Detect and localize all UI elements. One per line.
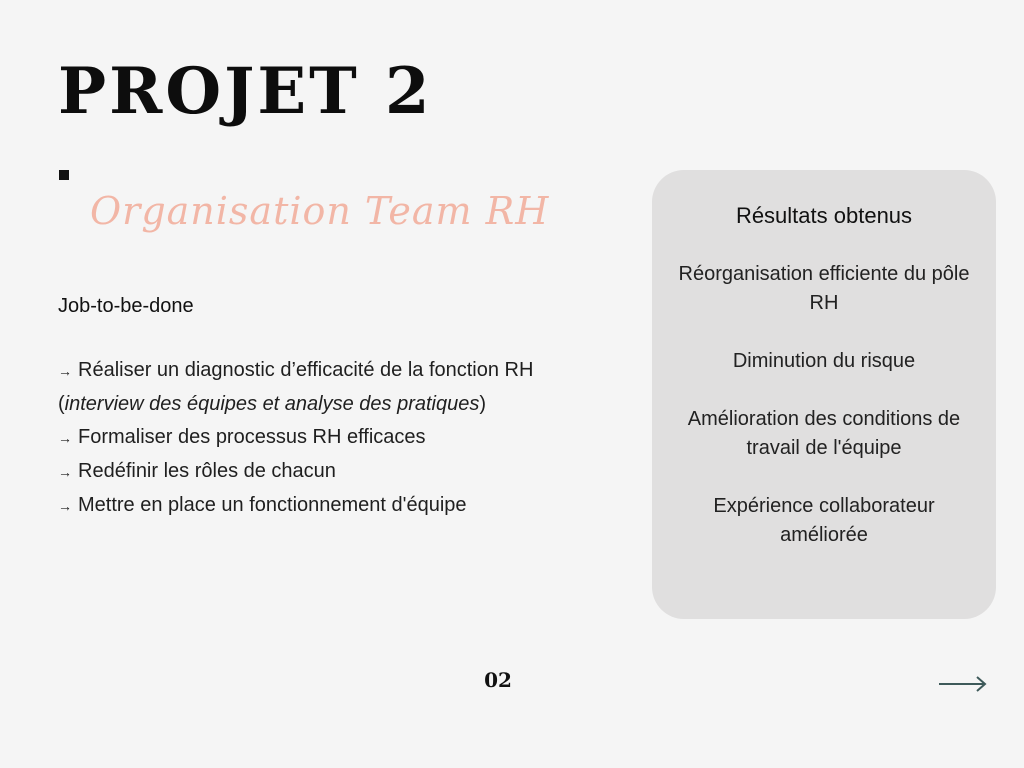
result-item: Expérience collaborateur améliorée [713, 495, 935, 546]
square-bullet-icon [59, 170, 69, 180]
next-slide-button[interactable] [937, 674, 989, 694]
results-list [668, 260, 980, 579]
results-card [652, 170, 996, 619]
result-item: Amélioration des conditions de travail de l'équipe [687, 408, 961, 459]
results-title: Résultats obtenus [735, 203, 913, 228]
item-italic-text: interview des équipes et analyse des pratiques [64, 393, 480, 415]
result-item: Réorganisation efficiente du pôle RH [678, 263, 970, 314]
result-item: Diminution du risque [732, 350, 916, 372]
item-text: Formaliser des processus RH efficaces [78, 426, 426, 448]
arrow-bullet-icon: → [58, 363, 72, 379]
item-text: Mettre en place un fonctionnement d'équipe [78, 494, 467, 516]
job-to-be-done-item [58, 489, 598, 523]
job-to-be-done-list [58, 354, 598, 523]
item-text-suffix: ) [479, 393, 487, 415]
arrow-bullet-icon: → [58, 430, 72, 446]
job-to-be-done-heading: Job-to-be-done [58, 295, 194, 317]
arrow-bullet-icon: → [58, 464, 72, 480]
item-text: Réaliser un diagnostic d’efficacité de la fonction RH ( [58, 359, 534, 415]
page-number: 02 [484, 668, 512, 692]
job-to-be-done-item [58, 354, 598, 421]
arrow-bullet-icon: → [58, 498, 72, 514]
slide-subtitle: Organisation Team RH [90, 189, 550, 233]
item-text: Redéfinir les rôles de chacun [78, 460, 336, 482]
job-to-be-done-item [58, 455, 598, 489]
job-to-be-done-item [58, 421, 598, 455]
slide-title: PROJET 2 [58, 54, 433, 129]
arrow-right-icon [937, 674, 989, 694]
